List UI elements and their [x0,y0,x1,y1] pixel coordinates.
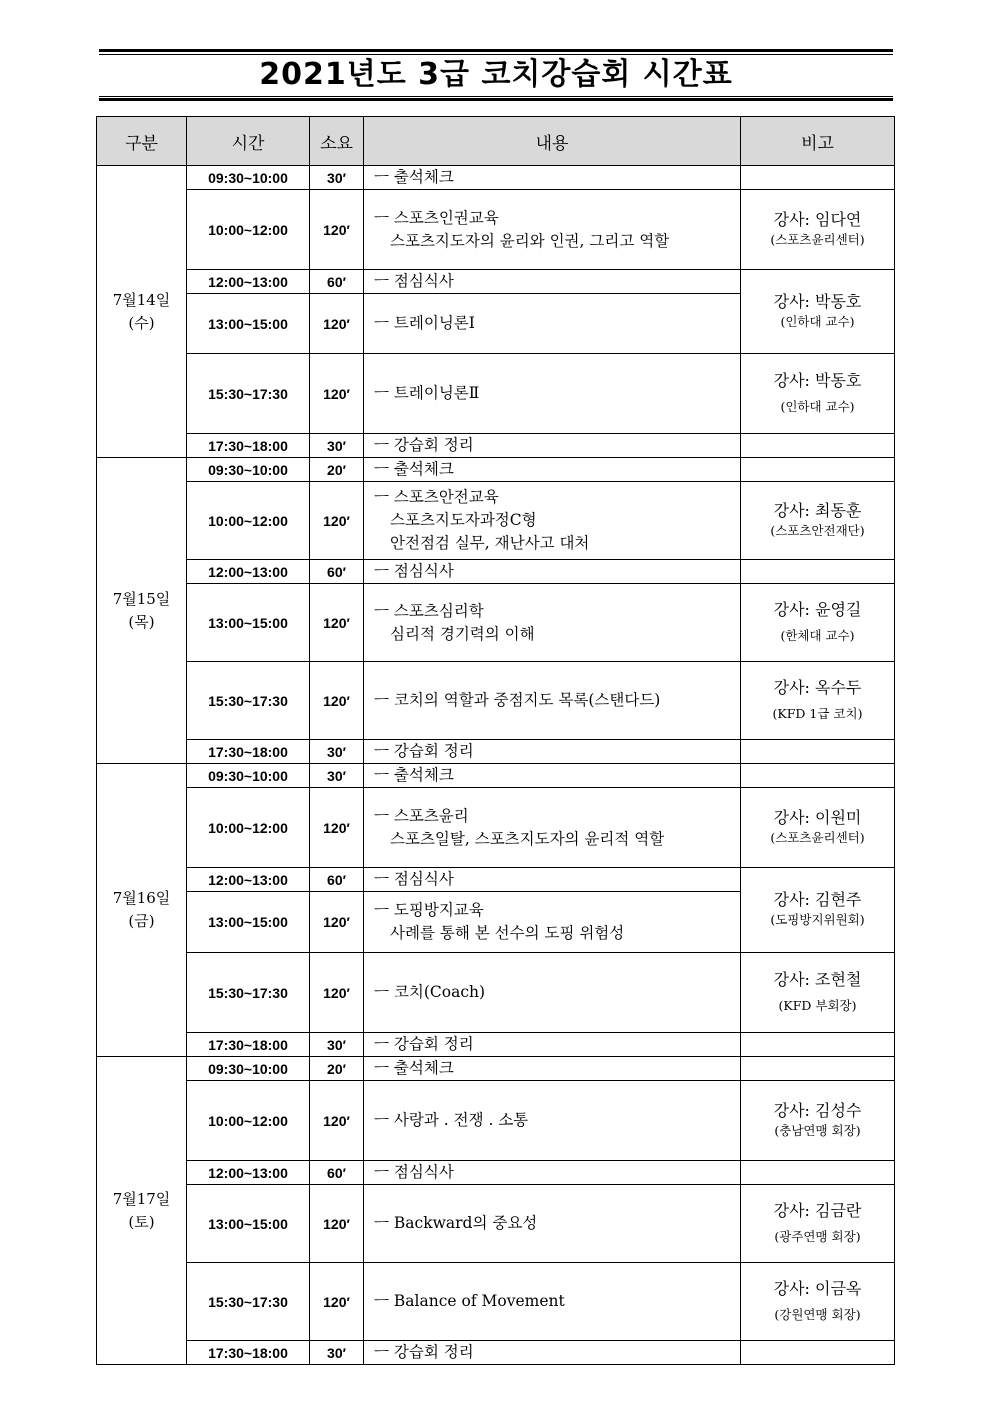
duration-cell: 60′ [310,1161,364,1185]
table-row [97,868,895,892]
time-cell: 09:30~10:00 [187,764,310,788]
instructor-org: (인하대 교수) [780,398,855,414]
content-cell [364,1057,741,1081]
content-cell [364,1033,741,1057]
time-cell: 12:00~13:00 [187,560,310,584]
content-line: 사례를 통해 본 선수의 도핑 위험성 [390,924,625,942]
note-cell [741,458,895,482]
duration-cell: 120′ [310,190,364,270]
content-cell [364,270,741,294]
table-row [97,190,895,270]
instructor-org: (스포츠윤리센터) [770,231,865,247]
day-weekday: (수) [128,313,155,332]
content-line: ㅡ 강습회 정리 [374,1343,474,1361]
duration-cell: 120′ [310,294,364,354]
instructor-org: (강원연맹 회장) [774,1306,861,1322]
note-cell [741,560,895,584]
instructor-org: (KFD 부회장) [778,997,857,1013]
content-cell [364,892,741,953]
instructor-name: 강사: 김현주 [773,890,862,909]
header-time: 시간 [187,117,310,166]
time-cell: 10:00~12:00 [187,482,310,560]
duration-cell: 120′ [310,953,364,1033]
table-row [97,740,895,764]
note-cell [741,1033,895,1057]
instructor-org: (인하대 교수) [780,313,855,329]
instructor-name: 강사: 이금옥 [773,1278,862,1298]
time-cell: 13:00~15:00 [187,294,310,354]
header-duration: 소요 [310,117,364,166]
table-row [97,1263,895,1341]
table-row [97,166,895,190]
table-row [97,458,895,482]
day-cell [97,1057,187,1365]
content-cell [364,190,741,270]
content-cell [364,740,741,764]
time-cell: 15:30~17:30 [187,953,310,1033]
duration-cell: 30′ [310,434,364,458]
note-cell [741,584,895,662]
instructor-name: 강사: 박동호 [773,291,862,311]
duration-cell: 30′ [310,1341,364,1365]
note-cell [741,1341,895,1365]
table-row [97,1057,895,1081]
content-cell [364,1341,741,1365]
instructor-org: (스포츠안전재단) [770,522,865,538]
content-line: ㅡ Balance of Movement [374,1292,565,1310]
time-cell: 12:00~13:00 [187,270,310,294]
instructor-org: (스포츠윤리센터) [770,829,865,845]
duration-cell: 120′ [310,482,364,560]
table-row [97,434,895,458]
title-bottom-rule-thin [99,96,893,97]
duration-cell: 120′ [310,354,364,434]
title-top-rule [99,49,893,52]
note-cell [741,1057,895,1081]
content-cell [364,458,741,482]
table-row [97,764,895,788]
content-cell [364,1161,741,1185]
time-cell: 12:00~13:00 [187,868,310,892]
day-date: 7월16일 [112,889,171,907]
time-cell: 17:30~18:00 [187,1341,310,1365]
duration-cell: 120′ [310,1185,364,1263]
time-cell: 09:30~10:00 [187,458,310,482]
time-cell: 12:00~13:00 [187,1161,310,1185]
day-date: 7월14일 [112,290,171,309]
content-cell [364,1081,741,1161]
content-line: ㅡ 도핑방지교육 [374,901,484,919]
instructor-name: 강사: 옥수두 [773,677,862,697]
duration-cell: 30′ [310,166,364,190]
table-row [97,1081,895,1161]
time-cell: 10:00~12:00 [187,190,310,270]
duration-cell: 120′ [310,1081,364,1161]
table-row [97,1185,895,1263]
content-line: ㅡ 스포츠윤리 [374,806,469,825]
table-row [97,788,895,868]
duration-cell: 30′ [310,764,364,788]
duration-cell: 20′ [310,458,364,482]
duration-cell: 120′ [310,584,364,662]
content-line: 심리적 경기력의 이해 [390,624,535,643]
content-line: ㅡ 점심식사 [374,562,454,580]
day-date: 7월15일 [112,589,171,608]
content-line: 스포츠지도자과정C형 [390,511,537,529]
day-cell [97,458,187,764]
instructor-name: 강사: 김성수 [773,1100,862,1120]
time-cell: 17:30~18:00 [187,434,310,458]
content-cell [364,1185,741,1263]
content-line: 스포츠지도자의 윤리와 인권, 그리고 역할 [390,231,670,250]
content-cell [364,788,741,868]
table-row [97,1161,895,1185]
duration-cell: 60′ [310,270,364,294]
time-cell: 10:00~12:00 [187,1081,310,1161]
duration-cell: 60′ [310,868,364,892]
time-cell: 09:30~10:00 [187,1057,310,1081]
time-cell: 09:30~10:00 [187,166,310,190]
title-bottom-rule [99,98,893,101]
duration-cell: 120′ [310,788,364,868]
instructor-name: 강사: 윤영길 [773,599,862,619]
content-line: ㅡ 강습회 정리 [374,1035,474,1053]
instructor-name: 강사: 조현철 [773,969,862,989]
content-cell [364,434,741,458]
content-cell [364,662,741,740]
content-line: 안전점검 실무, 재난사고 대처 [390,534,590,552]
time-cell: 10:00~12:00 [187,788,310,868]
duration-cell: 30′ [310,1033,364,1057]
time-cell: 15:30~17:30 [187,354,310,434]
content-line: ㅡ 점심식사 [374,1163,454,1181]
note-cell [741,482,895,560]
day-weekday: (목) [128,612,155,631]
content-cell [364,166,741,190]
content-cell [364,560,741,584]
instructor-org: (한체대 교수) [780,627,855,643]
day-weekday: (토) [128,1212,155,1231]
table-row [97,560,895,584]
time-cell: 13:00~15:00 [187,892,310,953]
content-cell [364,482,741,560]
instructor-org: (광주연맹 회장) [774,1228,861,1244]
instructor-name: 강사: 임다연 [773,209,862,229]
duration-cell: 120′ [310,1263,364,1341]
table-row [97,662,895,740]
instructor-name: 강사: 박동호 [773,370,862,390]
content-line: ㅡ 강습회 정리 [374,742,474,760]
content-line: ㅡ 코치(Coach) [374,983,486,1001]
time-cell: 15:30~17:30 [187,1263,310,1341]
note-cell [741,270,895,354]
page-title: 2021년도 3급 코치강습회 시간표 [259,57,733,92]
content-cell [364,294,741,354]
table-row [97,270,895,294]
content-line: ㅡ 사랑과 . 전쟁 . 소통 [374,1111,529,1129]
content-line: ㅡ 트레이닝론Ⅱ [374,384,480,402]
header-content: 내용 [364,117,741,166]
title-block [99,49,893,101]
header-row [97,117,895,166]
duration-cell: 20′ [310,1057,364,1081]
schedule-table [96,116,895,1365]
content-line: ㅡ 코치의 역할과 중점지도 목록(스탠다드) [374,691,661,709]
content-cell [364,764,741,788]
note-cell [741,1263,895,1341]
header-day: 구분 [97,117,187,166]
note-cell [741,764,895,788]
table-row [97,953,895,1033]
day-date: 7월17일 [112,1189,171,1208]
duration-cell: 120′ [310,892,364,953]
note-cell [741,1185,895,1263]
table-row [97,584,895,662]
instructor-org: (KFD 1급 코치) [772,705,863,721]
content-line: ㅡ 점심식사 [374,870,454,888]
note-cell [741,740,895,764]
content-cell [364,584,741,662]
duration-cell: 120′ [310,662,364,740]
instructor-org: (도핑방지위원회) [770,912,865,927]
table-row [97,1033,895,1057]
content-cell [364,354,741,434]
duration-cell: 30′ [310,740,364,764]
content-cell [364,1263,741,1341]
content-line: ㅡ 트레이닝론Ⅰ [374,314,475,332]
content-line: ㅡ 출석체크 [374,1059,454,1077]
content-line: ㅡ 스포츠인권교육 [374,208,499,227]
note-cell [741,953,895,1033]
content-cell [364,953,741,1033]
time-cell: 13:00~15:00 [187,1185,310,1263]
note-cell [741,788,895,868]
time-cell: 13:00~15:00 [187,584,310,662]
table-row [97,354,895,434]
note-cell [741,1161,895,1185]
content-line: ㅡ 스포츠심리학 [374,601,484,620]
table-row [97,482,895,560]
content-line: 스포츠일탈, 스포츠지도자의 윤리적 역할 [390,829,665,848]
time-cell: 17:30~18:00 [187,1033,310,1057]
instructor-name: 강사: 이원미 [773,807,862,827]
instructor-org: (충남연맹 회장) [774,1122,861,1138]
content-line: ㅡ 강습회 정리 [374,436,474,454]
instructor-name: 강사: 김금란 [773,1200,862,1220]
content-line: ㅡ 출석체크 [374,766,454,784]
day-cell [97,764,187,1057]
duration-cell: 60′ [310,560,364,584]
day-weekday: (금) [128,912,155,930]
content-line: ㅡ Backward의 중요성 [374,1214,538,1232]
content-line: ㅡ 출석체크 [374,460,454,478]
content-line: ㅡ 스포츠안전교육 [374,488,499,506]
note-cell [741,1081,895,1161]
content-line: ㅡ 점심식사 [374,272,454,290]
time-cell: 15:30~17:30 [187,662,310,740]
note-cell [741,868,895,953]
note-cell [741,434,895,458]
note-cell [741,190,895,270]
content-cell [364,868,741,892]
time-cell: 17:30~18:00 [187,740,310,764]
header-note: 비고 [741,117,895,166]
content-line: ㅡ 출석체크 [374,168,454,186]
table-row [97,1341,895,1365]
note-cell [741,354,895,434]
note-cell [741,166,895,190]
day-cell [97,166,187,458]
note-cell [741,662,895,740]
instructor-name: 강사: 최동훈 [773,500,862,520]
